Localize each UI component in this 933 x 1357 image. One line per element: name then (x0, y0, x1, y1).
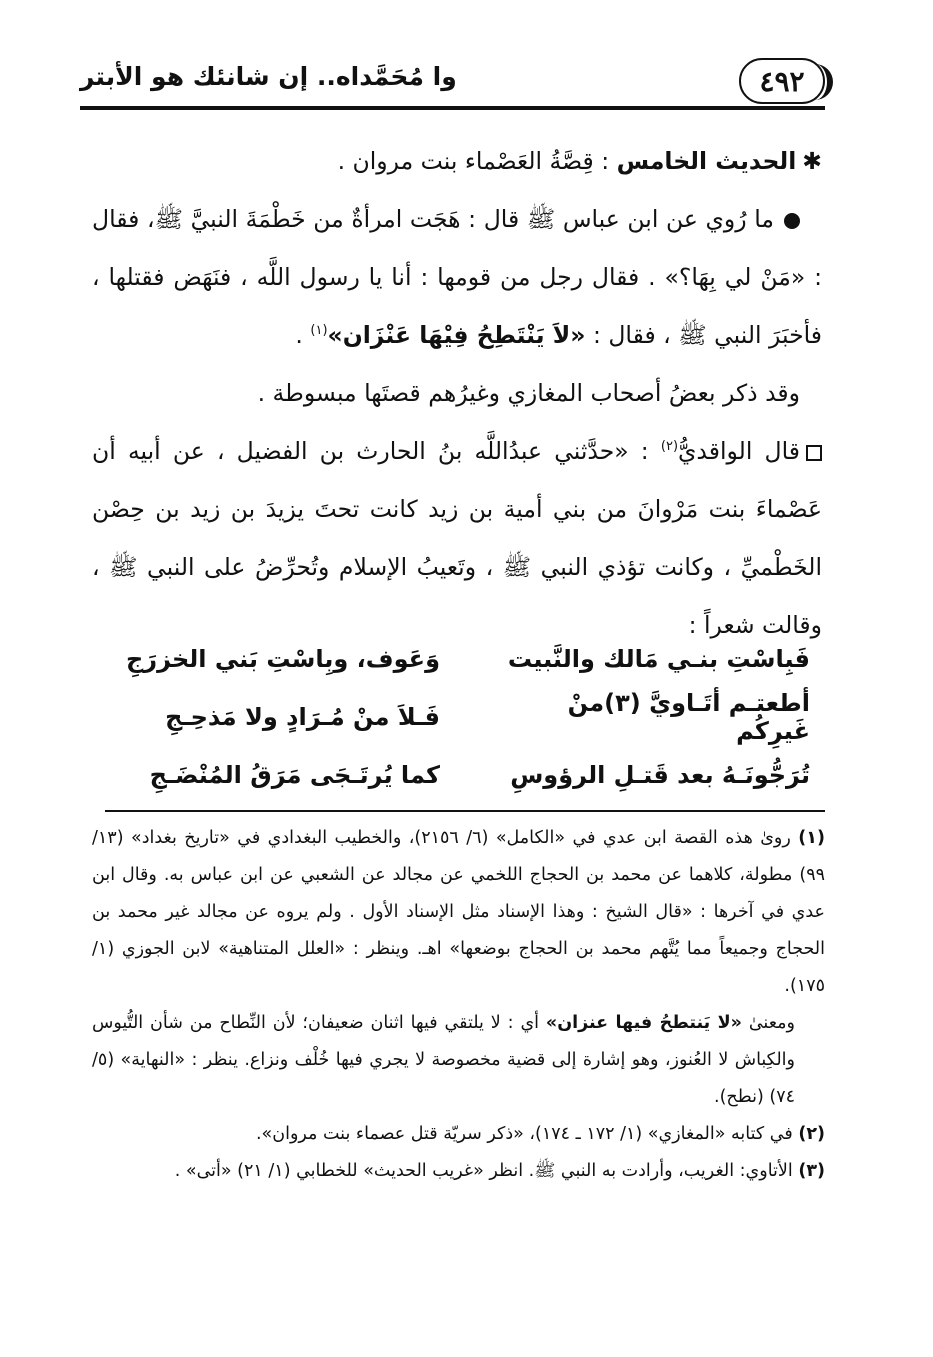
footnote-3-text: الأتاوي: الغريب، وأرادت به النبي ﷺ. انظر «غريب الحديث» للخطابي (١/ ٢١) «أتى» . (174, 1161, 793, 1181)
bullet-icon (784, 213, 800, 229)
paragraph-1-text: ما رُوي عن ابن عباس ﷺ قال : هَجَت امرأةٌ من خَطْمَةَ النبيَّ ﷺ، فقال : «مَنْ لي بِهَا؟» . فقال رجل من قومها : أنا يا رسول اللَّه ، فنَهَض فقتلها ، فأخبَرَ النبي ﷺ ، فقال : (92, 205, 822, 349)
paragraph-3 (92, 422, 822, 654)
page-number: ٤٩٢ (739, 58, 825, 104)
section-heading-bold: الحديث الخامس (616, 147, 797, 175)
page-header (80, 52, 825, 110)
section-heading-rest: : قِصَّةُ العَصْماء بنت مروان . (337, 147, 610, 175)
footnote-3-number: (٣) (798, 1161, 825, 1181)
footnote-1b-text: أي : لا يلتقي فيها اثنان ضعيفان؛ لأن النِّطاح من شأن التُّيوس والكِباش لا العُنوز، وهو إشارة إلى قضية مخصوصة لا يجري فيها خُلْف ونزاع. ينظر : «النهاية» (٥/ ٧٤) (نطح). (92, 1013, 795, 1107)
asterisk-icon: ✱ (802, 147, 822, 175)
poem-hemistich-first: فَبِاسْتِ بنـي مَالك والنَّبيت (507, 645, 810, 673)
running-title: وا مُحَمَّداه.. إن شانئك هو الأبتر (80, 62, 457, 91)
square-icon (806, 445, 822, 461)
poem-line (120, 746, 810, 804)
footnote-1-number: (١) (798, 828, 825, 848)
poem-hemistich-second: وَعَوف، وبِاسْتِ بَني الخزرَجِ (125, 645, 440, 673)
footnote-1-text: روىٰ هذه القصة ابن عدي في «الكامل» (٦/ ٢١٥٦)، والخطيب البغدادي في «تاريخ بغداد» (١٣/ ٩٩) مطولة، كلاهما عن محمد بن الحجاج اللخمي عن مجالد عن الشعبي عن ابن عباس به. وقال ابن عدي في آخرها : «قال الشيخ : وهذا الإسناد مثل الإسناد الأول . ولم يروه عن مجالد غير محمد بن الحجاج وجميعاً مما يُتَّهم محمد بن الحجاج بوضعها» اهـ. وينظر : «العلل المتناهية» لابن الجوزي (١/ ١٧٥). (92, 828, 825, 996)
main-text (92, 132, 822, 654)
footnote-1b-quote: «لا يَنتطحُ فيها عنزان» (545, 1013, 742, 1033)
footnote-ref-2: (٢) (660, 439, 679, 455)
footnotes (92, 820, 825, 1190)
footnote-1 (92, 820, 825, 1005)
header-rule (80, 106, 825, 110)
footnote-1b-start: ومعنىٰ (741, 1013, 795, 1033)
footnote-separator (105, 810, 825, 812)
poem-line (120, 688, 810, 746)
footnote-2-text: في كتابه «المغازي» (١/ ١٧٢ ـ ١٧٤)، «ذكر سريّة قتل عصماء بنت مروان». (255, 1124, 793, 1144)
paragraph-3-start: قال الواقديُّ (678, 437, 800, 465)
poem-line (120, 630, 810, 688)
poem (120, 630, 810, 804)
paragraph-1-quote: «لاَ يَنْتَطِحُ فِيْهَا عَنْزَان» (327, 321, 586, 349)
footnote-2 (92, 1116, 825, 1153)
poem-hemistich-second: فَـلاَ منْ مُـرَادٍ ولا مَذحِـجِ (165, 703, 440, 731)
footnote-ref-1: (١) (310, 323, 328, 339)
footnote-2-number: (٢) (798, 1124, 825, 1144)
section-heading (92, 132, 822, 190)
footnote-1-continuation (92, 1005, 825, 1116)
paragraph-1-end: . (295, 321, 311, 349)
paragraph-1 (92, 190, 822, 364)
poem-hemistich-first: تُرَجُّونَـهُ بعد قَتـلِ الرؤوسِ (510, 761, 810, 789)
poem-hemistich-first: أطعتـم أتَـاويَّ (٣)منْ غَيرِكُم (567, 689, 810, 745)
footnote-3 (92, 1153, 825, 1190)
poem-hemistich-second: كما يُرتَـجَى مَرَقُ المُنْضَـجِ (149, 761, 440, 789)
paragraph-2: وقد ذكر بعضُ أصحاب المغازي وغيرُهم قصتَها مبسوطة . (257, 379, 800, 407)
paragraph-3-text: : «حدَّثني عبدُاللَّه بنُ الحارث بن الفضيل ، عن أبيه أن عَصْماءَ بنت مَرْوانَ من بني أمية بن زيد كانت تحتَ يزيدَ بن زيد بن حِصْن الخَطْميِّ ، وكانت تؤذي النبي ﷺ ، وتَعيبُ الإسلام وتُحرِّضُ على النبي ﷺ ، وقالت شعراً : (92, 437, 822, 639)
